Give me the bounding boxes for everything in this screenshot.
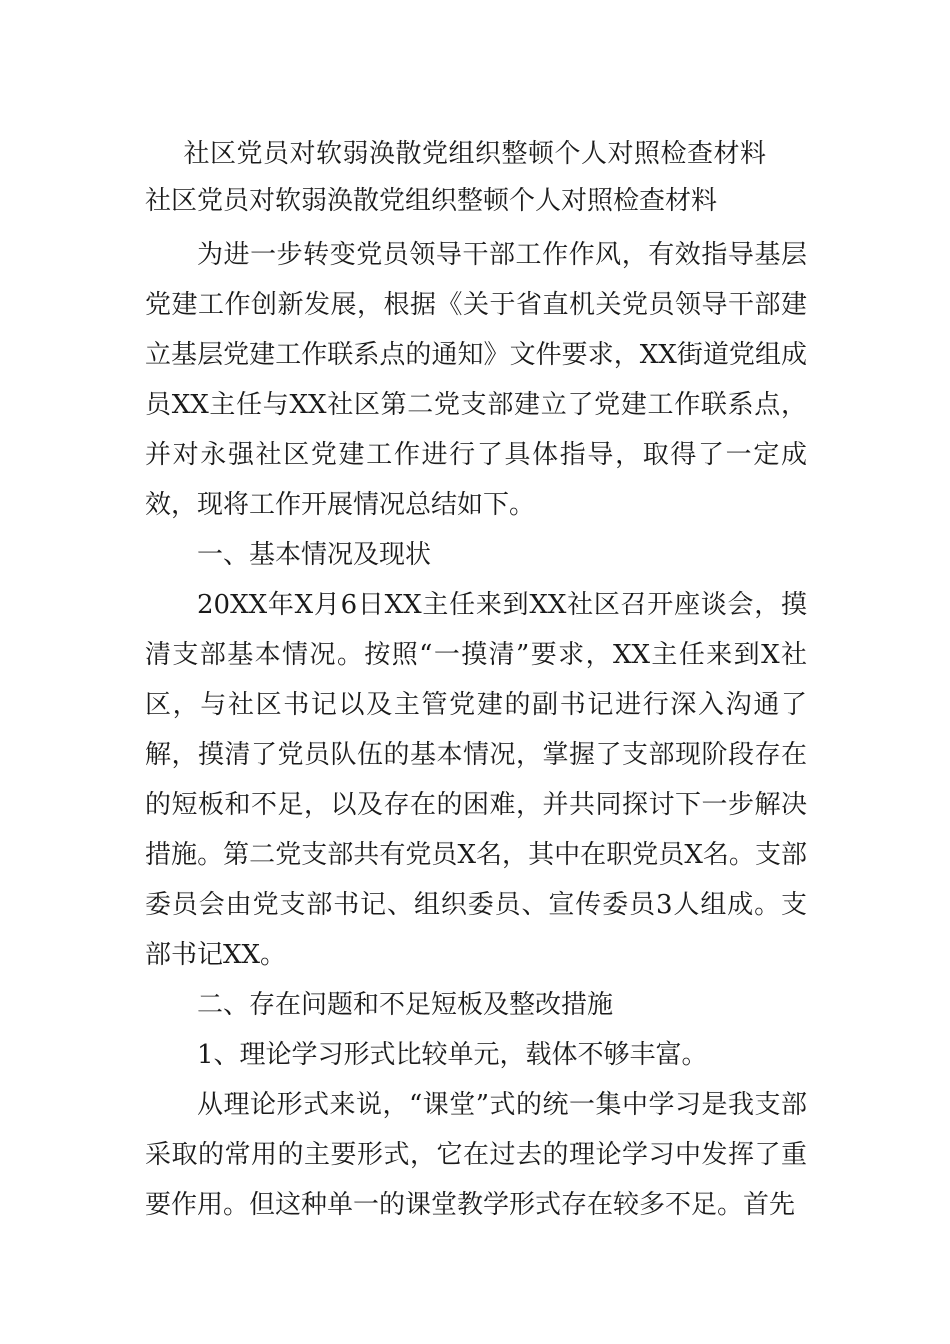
subsection-heading-theory-study: 1、理论学习形式比较单元，载体不够丰富。: [197, 1040, 708, 1070]
intro-paragraph: 为进一步转变党员领导干部工作作风，有效指导基层党建工作创新发展，根据《关于省直机关党员领导干部建立基层党建工作联系点的通知》文件要求，XX街道党组成员XX主任与XX社区第二党支部建立了党建工作联系点，并对永强社区党建工作进行了具体指导，取得了一定成效，现将工作开展情况总结如下。: [145, 240, 807, 520]
document-title-repeat: 社区党员对软弱涣散党组织整顿个人对照检查材料: [145, 186, 718, 216]
section-heading-basic-situation: 一、基本情况及现状: [197, 540, 432, 570]
document-title: 社区党员对软弱涣散党组织整顿个人对照检查材料: [183, 139, 767, 169]
theory-study-paragraph: 从理论形式来说，“课堂”式的统一集中学习是我支部采取的常用的主要形式，它在过去的理论学习中发挥了重要作用。但这种单一的课堂教学形式存在较多不足。首先: [145, 1090, 807, 1220]
basic-situation-paragraph: 20XX年X月6日XX主任来到XX社区召开座谈会，摸清支部基本情况。按照“一摸清”要求，XX主任来到X社区，与社区书记以及主管党建的副书记进行深入沟通了解，摸清了党员队伍的基本情况，掌握了支部现阶段存在的短板和不足，以及存在的困难，并共同探讨下一步解决措施。第二党支部共有党员X名，其中在职党员X名。支部委员会由党支部书记、组织委员、宣传委员3人组成。支部书记XX。: [145, 590, 807, 970]
section-heading-problems: 二、存在问题和不足短板及整改措施: [197, 990, 614, 1020]
document-body: [145, 180, 807, 1230]
